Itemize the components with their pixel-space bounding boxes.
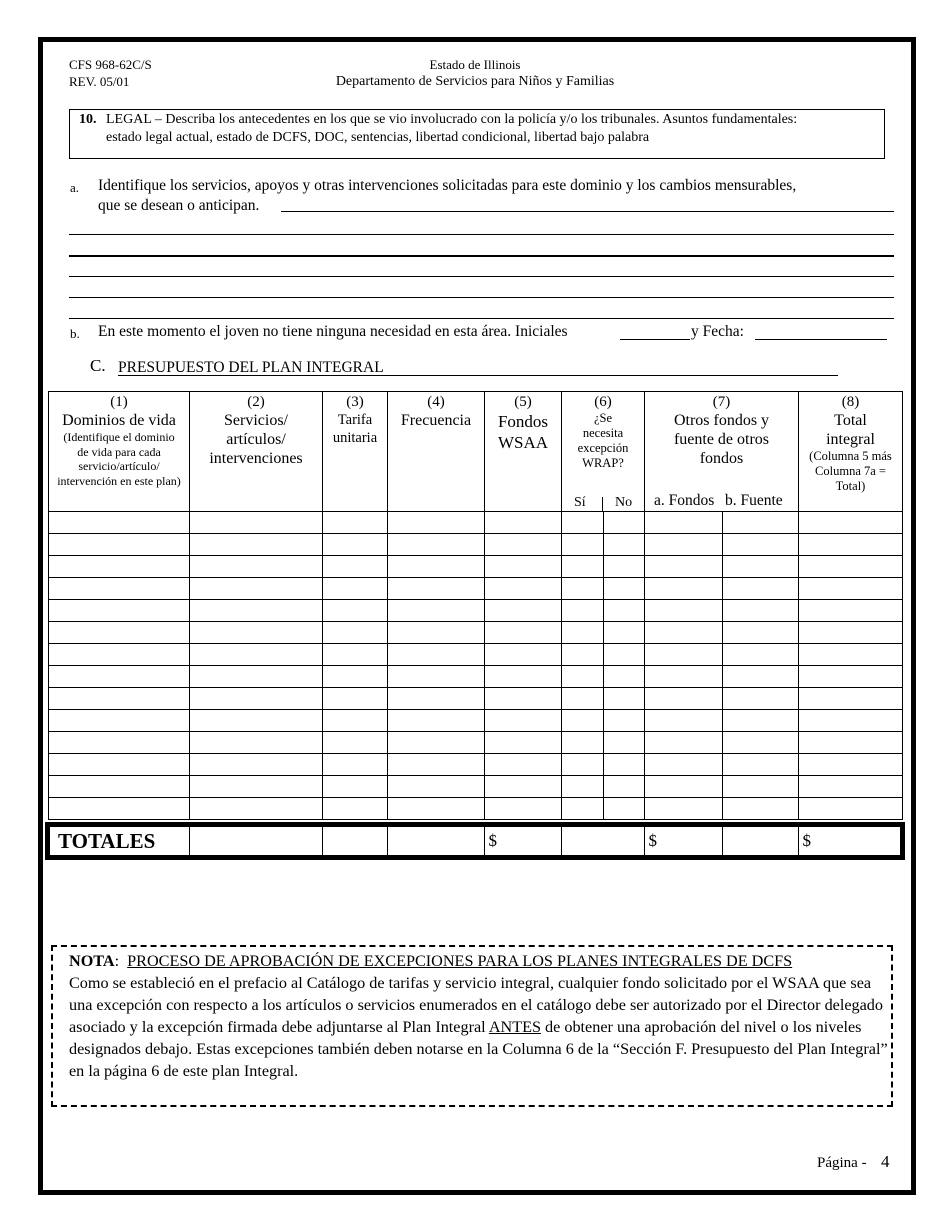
item-b-letter: b. — [70, 326, 80, 341]
table-cell[interactable] — [190, 776, 323, 798]
table-cell[interactable] — [723, 732, 799, 754]
col-4-header: (4) Frecuencia — [388, 392, 485, 512]
table-cell[interactable] — [645, 776, 723, 798]
table-row — [49, 600, 903, 622]
table-cell[interactable] — [485, 688, 562, 710]
table-cell[interactable] — [323, 556, 388, 578]
table-cell[interactable] — [485, 556, 562, 578]
note-text: NOTA: PROCESO DE APROBACIÓN DE EXCEPCIONES PARA LOS PLANES INTEGRALES DE DCFS Como se estableció en el prefacio al Catálogo de tarifas y servicio integral, cualquier fondo solicitado por el WSAA que sea una excepción con respecto a los artículos o servicios enumerados en el catálogo debe ser autorizado por el Director delegado asociado y la excepción firmada debe adjuntarse al Plan Integral ANTES de obtener una aprobación del nivel o los niveles designados debajo. Estas excepciones también deben notarse en la Columna 6 de la “Sección F. Presupuesto del Plan Integral” en la página 6 de este plan Integral. — [69, 952, 888, 1080]
table-row — [49, 732, 903, 754]
table-cell[interactable] — [388, 578, 485, 600]
item-a-text-2: que se desean o anticipan. — [98, 197, 260, 214]
item-a-answer-line-1[interactable] — [281, 211, 894, 212]
table-row — [49, 534, 903, 556]
table-cell[interactable] — [799, 754, 903, 776]
table-cell[interactable] — [799, 534, 903, 556]
table-cell[interactable] — [485, 798, 562, 820]
page-number: 4 — [881, 1152, 890, 1171]
table-cell[interactable] — [485, 534, 562, 556]
col-6-no-label: No — [615, 495, 633, 510]
table-cell[interactable] — [190, 534, 323, 556]
table-cell[interactable] — [723, 776, 799, 798]
table-cell[interactable] — [190, 732, 323, 754]
table-cell[interactable] — [723, 644, 799, 666]
table-cell[interactable] — [49, 578, 190, 600]
item-a-letter: a. — [70, 180, 80, 195]
fecha-field[interactable] — [755, 339, 887, 340]
table-row — [49, 512, 903, 534]
table-cell[interactable] — [645, 732, 723, 754]
table-cell[interactable] — [562, 534, 604, 556]
item-a-answer-line-5[interactable] — [69, 297, 894, 298]
table-cell[interactable] — [645, 754, 723, 776]
table-cell[interactable] — [323, 512, 388, 534]
section-10-box — [69, 109, 885, 159]
col-7-funds-label: a. Fondos — [654, 492, 715, 509]
col-3-header: (3) Tarifa unitaria — [323, 392, 388, 512]
table-cell[interactable] — [799, 776, 903, 798]
section-c-title: PRESUPUESTO DEL PLAN INTEGRAL — [118, 359, 384, 376]
table-cell[interactable] — [388, 666, 485, 688]
totals-col-4 — [387, 827, 484, 855]
fecha-label: y Fecha: — [691, 323, 744, 340]
budget-header-row — [49, 392, 903, 512]
note-body-2: de obtener una aprobación del nivel o los niveles designados debajo. Estas excepciones también deben notarse en la Columna 6 de la “Sección F. Presupuesto del Plan Integral” en la página 6 de este plan Integral. — [69, 1018, 888, 1080]
col-1-header: (1) Dominios de vida (Identifique el dominio de vida para cada servicio/artículo/ intervención en este plan) — [49, 392, 190, 512]
table-row — [49, 688, 903, 710]
table-cell[interactable] — [723, 556, 799, 578]
table-cell[interactable] — [388, 534, 485, 556]
table-cell[interactable] — [799, 578, 903, 600]
table-cell[interactable] — [723, 600, 799, 622]
table-cell[interactable] — [645, 710, 723, 732]
table-cell[interactable] — [604, 798, 645, 820]
item-a-text-1: Identifique los servicios, apoyos y otras intervenciones solicitadas para este dominio y los cambios mensurables, — [98, 177, 797, 194]
table-cell[interactable] — [604, 600, 645, 622]
table-cell[interactable] — [645, 578, 723, 600]
table-row — [49, 622, 903, 644]
table-row — [49, 644, 903, 666]
table-cell[interactable] — [604, 644, 645, 666]
table-cell[interactable] — [723, 512, 799, 534]
section-10-number: 10. — [79, 112, 97, 127]
department-name: Departamento de Servicios para Niños y Familias — [335, 74, 615, 89]
table-cell[interactable] — [49, 534, 190, 556]
table-cell[interactable] — [562, 754, 604, 776]
table-cell[interactable] — [799, 622, 903, 644]
table-cell[interactable] — [323, 688, 388, 710]
table-cell[interactable] — [323, 578, 388, 600]
totals-label: TOTALES — [58, 828, 156, 853]
table-cell[interactable] — [485, 666, 562, 688]
table-row — [49, 666, 903, 688]
item-a-answer-line-2[interactable] — [69, 234, 894, 235]
table-cell[interactable] — [562, 798, 604, 820]
totals-wsaa[interactable]: $ — [484, 827, 561, 855]
table-cell[interactable] — [485, 512, 562, 534]
table-cell[interactable] — [604, 556, 645, 578]
table-cell[interactable] — [485, 776, 562, 798]
table-cell[interactable] — [645, 534, 723, 556]
table-cell[interactable] — [562, 644, 604, 666]
table-cell[interactable] — [645, 798, 723, 820]
table-cell[interactable] — [388, 710, 485, 732]
table-cell[interactable] — [799, 666, 903, 688]
totals-col-6 — [561, 827, 644, 855]
table-cell[interactable] — [562, 666, 604, 688]
table-cell[interactable] — [799, 732, 903, 754]
col-8-header: (8) Total integral (Columna 5 más Columna 7a = Total) — [799, 392, 903, 512]
item-b-text: En este momento el joven no tiene ninguna necesidad en esta área. Iniciales — [98, 323, 568, 340]
table-cell[interactable] — [604, 512, 645, 534]
table-cell[interactable] — [485, 600, 562, 622]
table-cell[interactable] — [723, 534, 799, 556]
table-cell[interactable] — [604, 732, 645, 754]
table-cell[interactable] — [323, 710, 388, 732]
table-cell[interactable] — [323, 798, 388, 820]
table-cell[interactable] — [49, 622, 190, 644]
table-row — [49, 556, 903, 578]
table-cell[interactable] — [190, 710, 323, 732]
col-6-header: (6) ¿Se necesita excepción WRAP? Sí No — [562, 392, 645, 512]
table-cell[interactable] — [323, 622, 388, 644]
note-body-emphasis: ANTES — [488, 1018, 541, 1036]
table-cell[interactable] — [604, 688, 645, 710]
table-row — [49, 798, 903, 820]
table-cell[interactable] — [723, 578, 799, 600]
table-cell[interactable] — [388, 512, 485, 534]
table-cell[interactable] — [645, 512, 723, 534]
item-a-answer-line-4[interactable] — [69, 276, 894, 277]
table-cell[interactable] — [799, 710, 903, 732]
table-cell[interactable] — [604, 754, 645, 776]
table-cell[interactable] — [49, 644, 190, 666]
table-cell[interactable] — [388, 798, 485, 820]
table-cell[interactable] — [190, 578, 323, 600]
table-cell[interactable] — [49, 798, 190, 820]
state-name: Estado de Illinois — [429, 57, 521, 72]
totals-integral[interactable]: $ — [798, 827, 902, 855]
table-cell[interactable] — [388, 556, 485, 578]
table-cell[interactable] — [485, 644, 562, 666]
note-label: NOTA — [69, 952, 115, 970]
page-label: Página - — [817, 1155, 867, 1171]
table-cell[interactable] — [562, 578, 604, 600]
budget-table — [48, 391, 903, 820]
table-cell[interactable] — [723, 688, 799, 710]
table-cell[interactable] — [49, 512, 190, 534]
table-cell[interactable] — [388, 732, 485, 754]
section-c-letter: C. — [90, 356, 106, 375]
totals-col-2 — [189, 827, 322, 855]
totals-other-funds[interactable]: $ — [644, 827, 722, 855]
table-cell[interactable] — [323, 600, 388, 622]
table-row — [49, 710, 903, 732]
table-cell[interactable] — [49, 776, 190, 798]
col-7-source-label: b. Fuente — [725, 492, 783, 509]
table-cell[interactable] — [388, 622, 485, 644]
col-6-yes-label: Sí — [574, 495, 586, 510]
table-cell[interactable] — [562, 732, 604, 754]
table-cell[interactable] — [799, 798, 903, 820]
table-cell[interactable] — [645, 688, 723, 710]
table-cell[interactable] — [723, 666, 799, 688]
table-cell[interactable] — [190, 666, 323, 688]
table-cell[interactable] — [604, 776, 645, 798]
table-cell[interactable] — [562, 688, 604, 710]
table-cell[interactable] — [799, 644, 903, 666]
section-10-text-1: LEGAL – Describa los antecedentes en los que se vio involucrado con la policía y/o los tribunales. Asuntos fundamentales: — [106, 112, 798, 127]
table-cell[interactable] — [323, 534, 388, 556]
table-cell[interactable] — [562, 776, 604, 798]
table-cell[interactable] — [799, 688, 903, 710]
form-id: CFS 968-62C/S — [69, 57, 152, 72]
table-cell[interactable] — [388, 600, 485, 622]
table-cell[interactable] — [190, 644, 323, 666]
col-5-header: (5) Fondos WSAA — [485, 392, 562, 512]
col-6-subdivider — [602, 497, 603, 511]
totals-col-7b — [722, 827, 798, 855]
table-cell[interactable] — [49, 556, 190, 578]
table-row — [49, 578, 903, 600]
table-cell[interactable] — [562, 622, 604, 644]
table-cell[interactable] — [645, 644, 723, 666]
table-cell[interactable] — [49, 754, 190, 776]
totals-col-3 — [322, 827, 387, 855]
form-revision: REV. 05/01 — [69, 74, 130, 89]
table-cell[interactable] — [485, 710, 562, 732]
totals-row — [45, 822, 905, 860]
table-cell[interactable] — [388, 754, 485, 776]
table-cell[interactable] — [562, 600, 604, 622]
table-cell[interactable] — [49, 666, 190, 688]
table-cell[interactable] — [485, 578, 562, 600]
section-c-underline — [118, 375, 838, 376]
table-cell[interactable] — [190, 556, 323, 578]
col-2-header: (2) Servicios/ artículos/ intervenciones — [190, 392, 323, 512]
note-title: PROCESO DE APROBACIÓN DE EXCEPCIONES PARA LOS PLANES INTEGRALES DE DCFS — [127, 952, 793, 970]
note-body-1: Como se estableció en el prefacio al Catálogo de tarifas y servicio integral, cualquier fondo solicitado por el WSAA que sea una excepción con respecto a los artículos o servicios enumerados en el catálogo debe ser autorizado por el Director delegado asociado y la excepción firmada debe adjuntarse al Plan Integral — [69, 974, 883, 1036]
table-cell[interactable] — [388, 644, 485, 666]
table-cell[interactable] — [645, 556, 723, 578]
table-cell[interactable] — [49, 732, 190, 754]
table-cell[interactable] — [799, 600, 903, 622]
table-cell[interactable] — [723, 622, 799, 644]
table-cell[interactable] — [562, 710, 604, 732]
table-cell[interactable] — [485, 754, 562, 776]
table-cell[interactable] — [190, 798, 323, 820]
table-cell[interactable] — [323, 666, 388, 688]
item-a-answer-line-6[interactable] — [69, 318, 894, 319]
table-cell[interactable] — [485, 622, 562, 644]
table-cell[interactable] — [604, 578, 645, 600]
table-cell[interactable] — [388, 688, 485, 710]
table-cell[interactable] — [485, 732, 562, 754]
table-cell[interactable] — [323, 754, 388, 776]
col-7-header: (7) Otros fondos y fuente de otros fondos a. Fondos b. Fuente — [645, 392, 799, 512]
table-cell[interactable] — [49, 710, 190, 732]
table-cell[interactable] — [388, 776, 485, 798]
table-cell[interactable] — [604, 710, 645, 732]
table-cell[interactable] — [645, 622, 723, 644]
table-row — [49, 754, 903, 776]
table-cell[interactable] — [604, 666, 645, 688]
table-cell[interactable] — [49, 600, 190, 622]
table-cell[interactable] — [323, 732, 388, 754]
table-cell[interactable] — [604, 534, 645, 556]
table-cell[interactable] — [323, 776, 388, 798]
initials-field[interactable] — [620, 339, 690, 340]
table-cell[interactable] — [645, 600, 723, 622]
table-cell[interactable] — [190, 600, 323, 622]
table-row — [49, 776, 903, 798]
section-10-text-2: estado legal actual, estado de DCFS, DOC, sentencias, libertad condicional, libertad bajo palabra — [106, 130, 650, 145]
item-a-answer-line-3[interactable] — [69, 255, 894, 257]
table-cell[interactable] — [190, 622, 323, 644]
table-cell[interactable] — [723, 754, 799, 776]
table-cell[interactable] — [190, 688, 323, 710]
table-cell[interactable] — [190, 512, 323, 534]
table-cell[interactable] — [604, 622, 645, 644]
table-cell[interactable] — [562, 512, 604, 534]
table-cell[interactable] — [723, 710, 799, 732]
table-cell[interactable] — [190, 754, 323, 776]
table-cell[interactable] — [49, 688, 190, 710]
table-cell[interactable] — [799, 556, 903, 578]
table-cell[interactable] — [723, 798, 799, 820]
table-cell[interactable] — [799, 512, 903, 534]
table-cell[interactable] — [323, 644, 388, 666]
table-cell[interactable] — [562, 556, 604, 578]
table-cell[interactable] — [645, 666, 723, 688]
